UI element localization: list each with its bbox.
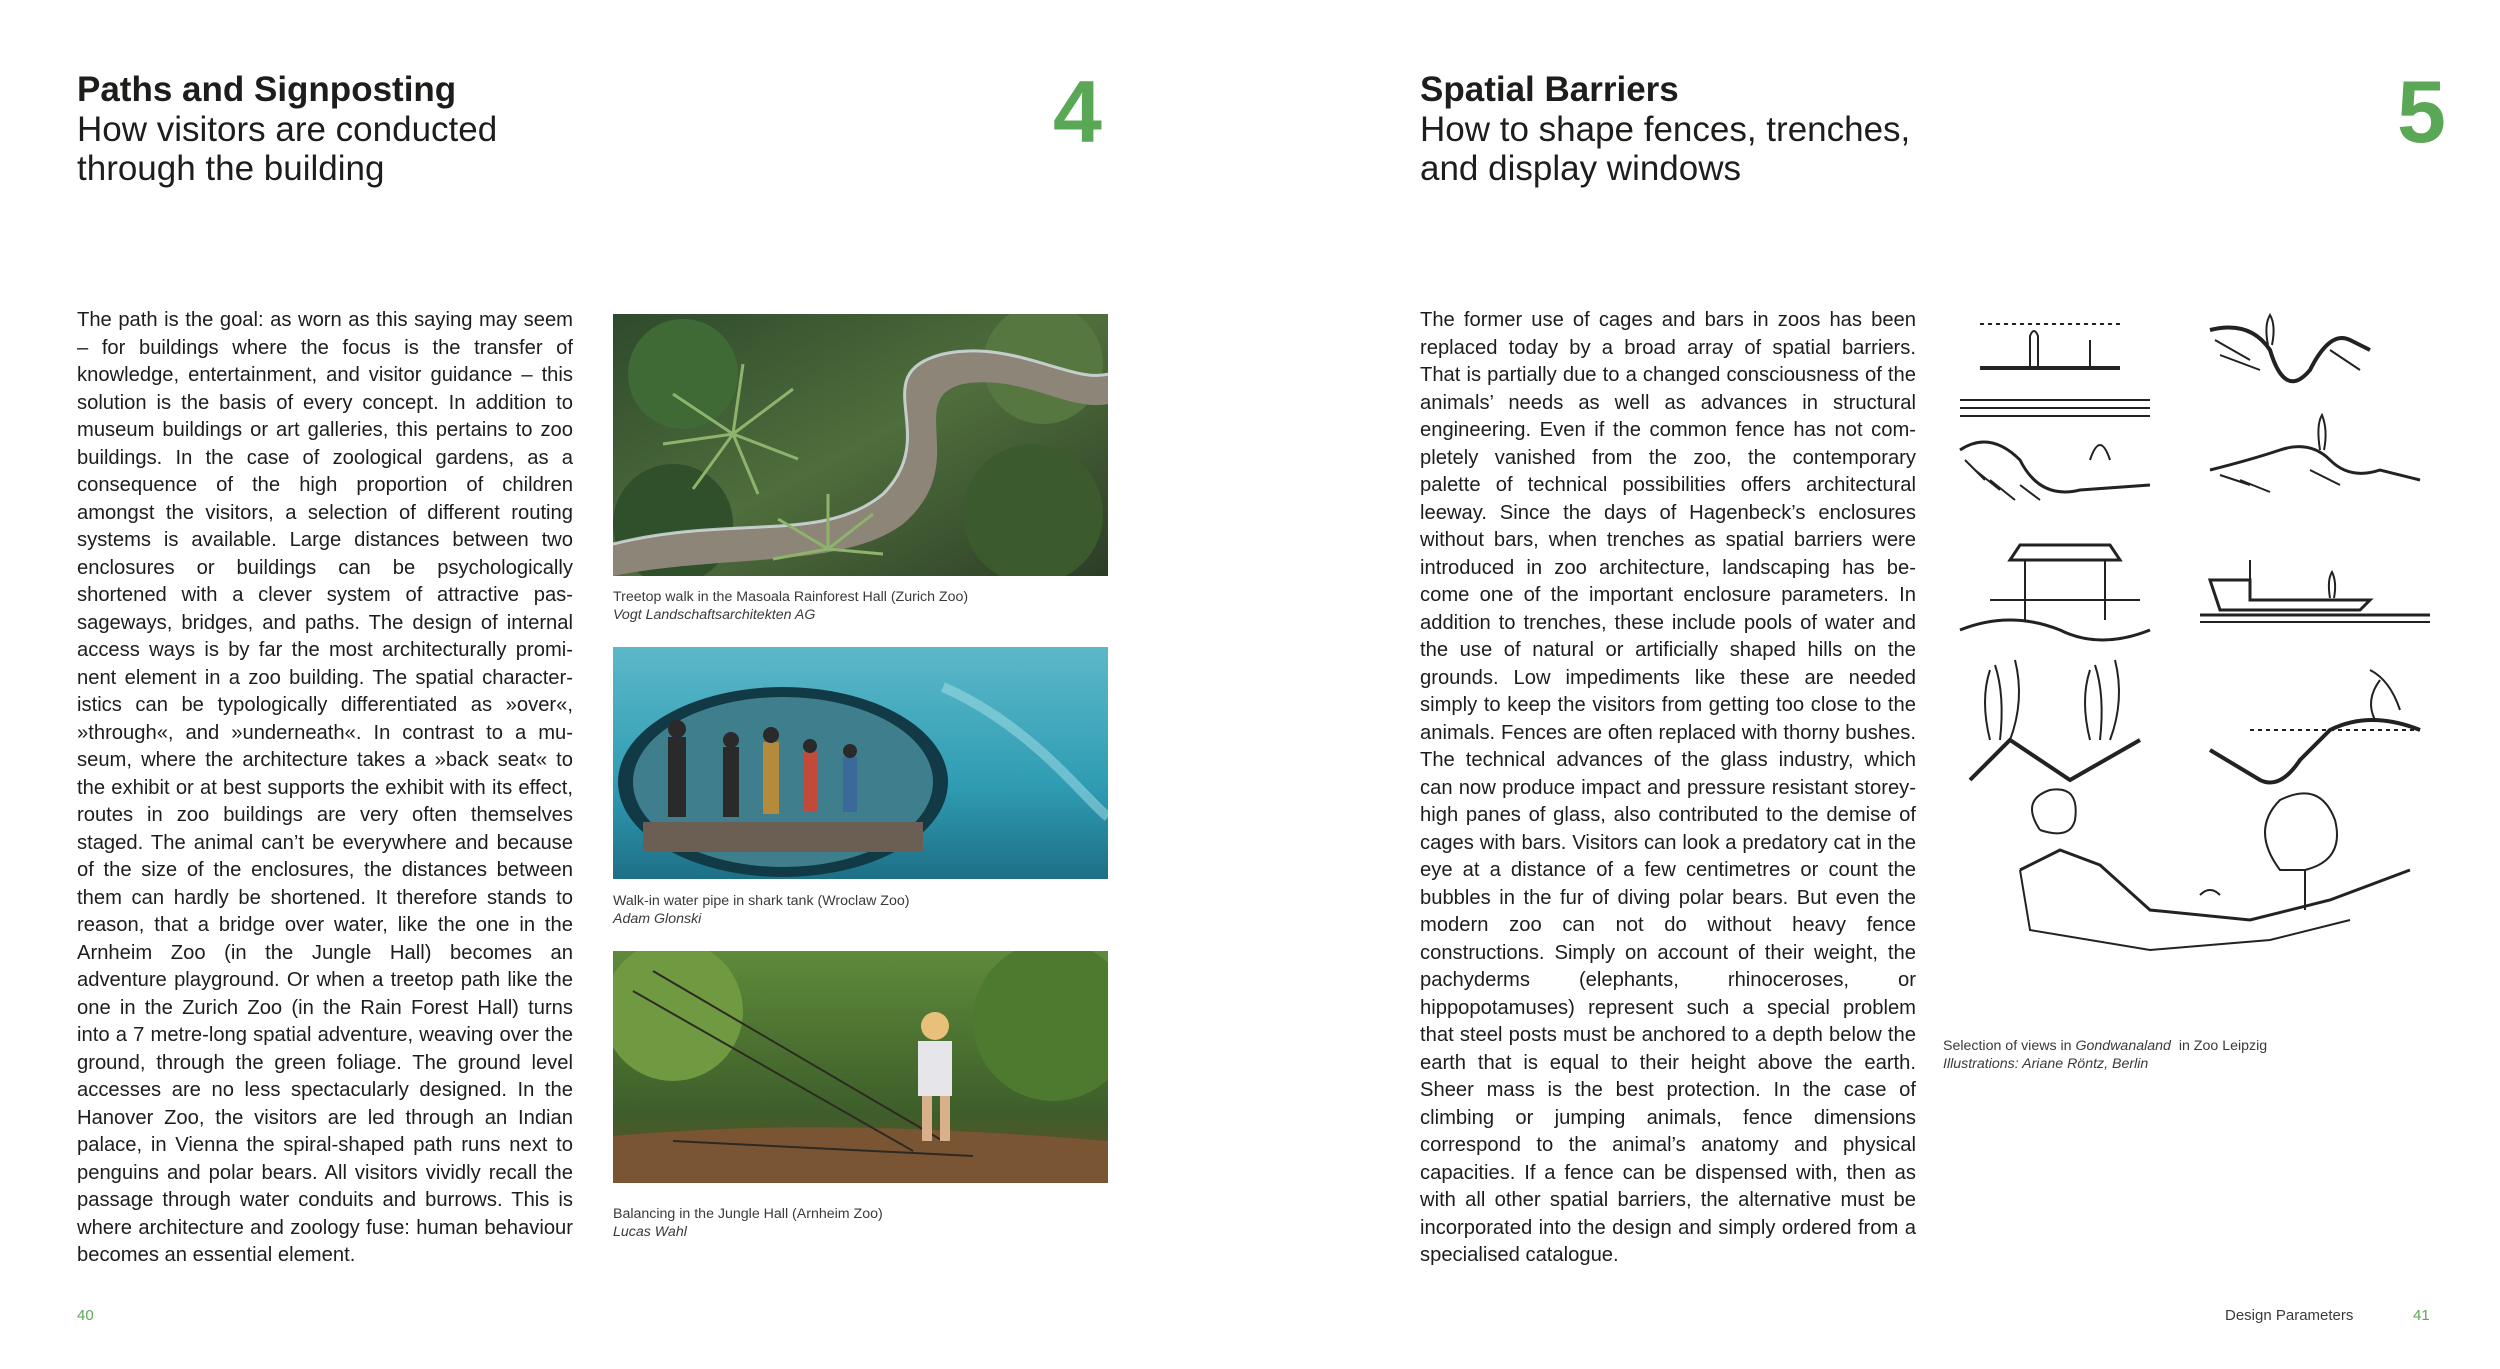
illustration-caption: [1943, 1037, 2443, 1073]
caption-text: Selection of views in: [1943, 1038, 2076, 1054]
body-text: The path is the goal: as worn as this saying may seem – for buildings where the focus is the transfer of knowledge, entertainment, and visitor guidance – this solution is the basis of every concept. In addition to museum buildings or art galleries, this pertains to zoo buildings. In the case of zoological gardens, as a consequence of the high proportion of children amongst the visitors, a selection of different routing systems is available. Large distances between two enclosures or buildings can be psychologically shortened with a clever system of attractive passageways, bridges, and paths. The design of internal access ways is by far the most architecturally prominent element in a zoo building. The spatial characteristics can be typologically differentiated as »over«, »through«, and »underneath«. In contrast to a museum, where the architecture takes a »back seat« to the exhibit or at best supports the exhibit with its effect, routes in zoo buildings are very often themselves staged. The animal can’t be everywhere and because of the size of the enclosures, the distances between them can hardly be shortened. It therefore stands to reason, that a bridge over water, like the one in the Arnheim Zoo (in the Jungle Hall) becomes an adventure playground. Or when a treetop path like the one in the Zurich Zoo (in the Rain Forest Hall) turns into a 7 metre-long spatial adventure, weaving over the ground, through the green foliage. The ground level accesses are no less spectacularly designed. In the Hanover Zoo, the visitors are led through an Indian palace, in Vienna the spiral-shaped path runs next to penguins and polar bears. All visitors vividly recall the passage through water conduits and burrows. This is where architecture and zoology fuse: human behaviour becomes an essential element.: [77, 309, 573, 1266]
page-number: 41: [2413, 1307, 2430, 1324]
chapter-subtitle: How to shape fences, trenches, and display windows: [1420, 110, 1911, 188]
caption-text: Walk-in water pipe in shark tank (Wroclaw Zoo): [613, 893, 910, 909]
photo-caption: [613, 1205, 1108, 1241]
caption-credit: Lucas Wahl: [613, 1224, 687, 1240]
running-head: Design Parameters: [2225, 1307, 2354, 1324]
chapter-number: 5: [2397, 62, 2446, 161]
photo-treetop-walk: [613, 314, 1108, 576]
chapter-title: Spatial Barriers: [1420, 70, 1679, 109]
photo-water-pipe: [613, 647, 1108, 879]
photo-caption: [613, 892, 1108, 928]
caption-text: Treetop walk in the Masoala Rainforest Hall (Zurich Zoo): [613, 589, 969, 605]
body-text: The former use of cages and bars in zoos has been replaced today by a broad array of spatial barriers. That is partially due to a changed consciousness of the animals’ needs as well as advances in structural engineering. Even if the common fence has not completely vanished from the zoo, the contemporary palette of technical possibilities offers architectural leeway. Since the days of Hagenbeck’s enclosures without bars, when trenches as spatial barriers were introduced in zoo architecture, landscaping has become one of the important enclosure parameters. In addition to trenches, these include pools of water and the use of natural or artificially shaped hills on the grounds. Low impediments like these are needed simply to keep the visitors from getting too close to the animals. Fences are often replaced with thorny bushes. The technical advances of the glass industry, which can now produce impact and pressure resistant storey-high panes of glass, also contributed to the demise of cages with bars. Visitors can look a predatory cat in the eye at a distance of a few centimetres or count the bubbles in the fur of diving polar bears. But even the modern zoo can not do without heavy fence constructions. Simply on account of their weight, the pachyderms (elephants, rhinoceroses, or hippopotamuses) represent such a special problem that steel posts must be anchored to a depth below the earth that is equal to their height above the earth. Sheer mass is the best protection. In the case of climbing or jumping animals, fence dimensions correspond to the animal’s anatomy and physical capacities. If a fence can be dispensed with, then as with all other spatial barriers, the alternative must be incorporated into the design and simply ordered from a specialised catalogue.: [1420, 309, 1916, 1266]
page-number: 40: [77, 1307, 94, 1324]
photo-caption: [613, 588, 1108, 624]
chapter-subtitle: How visitors are conducted through the building: [77, 110, 498, 188]
photo-jungle-hall: [613, 951, 1108, 1183]
caption-place: Gondwanaland: [2075, 1038, 2171, 1054]
caption-suffix: in Zoo Leipzig: [2170, 1038, 2268, 1054]
caption-credit: Vogt Landschaftsarchitekten AG: [613, 607, 816, 623]
right-page: [1250, 0, 2500, 1369]
caption-credit: Illustrations: Ariane Röntz, Berlin: [1943, 1056, 2149, 1072]
chapter-title: Paths and Signposting: [77, 70, 457, 109]
sketch-illustrations: [1950, 310, 2450, 1030]
caption-text: Balancing in the Jungle Hall (Arnheim Zoo): [613, 1206, 883, 1222]
caption-credit: Adam Glonski: [613, 911, 702, 927]
chapter-number: 4: [1053, 62, 1102, 161]
